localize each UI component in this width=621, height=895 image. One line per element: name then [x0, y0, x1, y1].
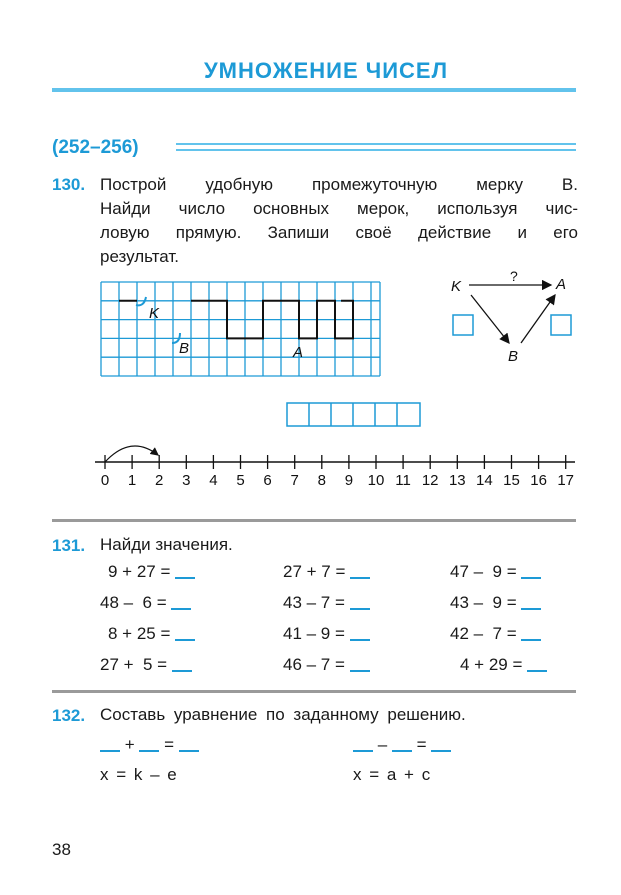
expression [450, 655, 580, 686]
task-130-text [100, 173, 578, 269]
solution-left: x = k – e [100, 765, 177, 784]
expression [450, 593, 580, 624]
page-number: 38 [52, 840, 71, 859]
task-132-number: 132. [52, 706, 86, 725]
answer-blank[interactable] [350, 656, 370, 672]
expression-text: 46 – 7 = [283, 655, 345, 674]
task-131-column-1 [100, 562, 230, 686]
expression-text: 48 – 6 = [100, 593, 167, 612]
task-130-line: Найди число основных мерок, используя чис- [100, 199, 578, 218]
expression-text: 43 – 9 = [450, 593, 517, 612]
expression [283, 624, 413, 655]
number-line-label: 7 [290, 472, 299, 488]
answer-blank[interactable] [171, 594, 191, 610]
grid-label-a: A [293, 344, 304, 361]
separator [52, 690, 576, 693]
number-line-label: 15 [503, 472, 520, 488]
equation-template-left [100, 735, 199, 755]
task-130-line: Построй удобную промежуточную мерку В. [100, 175, 578, 194]
title-underline [52, 88, 576, 92]
measure-triangle-diagram [445, 265, 580, 370]
answer-blank[interactable] [392, 736, 412, 752]
number-line-label: 5 [236, 472, 245, 488]
triangle-label-k: K [451, 278, 462, 295]
answer-blank[interactable] [350, 563, 370, 579]
operator: = [164, 735, 175, 754]
answer-blank[interactable] [172, 656, 192, 672]
number-line-label: 11 [395, 472, 411, 488]
arrow-k-b [471, 295, 509, 343]
answer-box-row[interactable] [286, 402, 422, 428]
arrow-b-a [521, 295, 555, 343]
expression-text: 9 + 27 = [108, 562, 171, 581]
page-title: УМНОЖЕНИЕ ЧИСЕЛ [204, 58, 449, 83]
number-line-label: 17 [557, 472, 575, 488]
number-line-label: 12 [421, 472, 439, 488]
task-131-column-3 [450, 562, 580, 686]
number-line-label: 14 [476, 472, 493, 488]
expression [283, 562, 413, 593]
answer-box-right[interactable] [551, 315, 571, 335]
triangle-label-a: A [556, 276, 567, 293]
expression-text: 41 – 9 = [283, 624, 345, 643]
answer-blank[interactable] [521, 594, 541, 610]
expression [100, 624, 230, 655]
task-130-line: результат. [100, 247, 180, 266]
number-line-label: 13 [448, 472, 466, 488]
expression-text: 4 + 29 = [460, 655, 523, 674]
expression [450, 624, 580, 655]
number-line-label: 16 [530, 472, 547, 488]
answer-blank[interactable] [521, 563, 541, 579]
answer-blank[interactable] [139, 736, 159, 752]
grid-label-k: K [149, 305, 160, 322]
task-130-line: ловую прямую. Запиши своё действие и его [100, 223, 578, 242]
answer-blank[interactable] [175, 563, 195, 579]
expression [100, 655, 230, 686]
task-132-text: Составь уравнение по заданному решению. [100, 705, 466, 724]
task-131-number: 131. [52, 536, 86, 555]
expression-text: 42 – 7 = [450, 624, 517, 643]
solution-right: x = a + c [353, 765, 431, 784]
expression [100, 593, 230, 624]
number-line-label: 0 [100, 472, 110, 488]
expression [283, 593, 413, 624]
operator: + [124, 735, 135, 754]
triangle-question: ? [510, 268, 518, 284]
number-line-label: 2 [155, 472, 164, 488]
expression-text: 47 – 9 = [450, 562, 517, 581]
answer-blank[interactable] [179, 736, 199, 752]
expression-text: 8 + 25 = [108, 624, 171, 643]
answer-blank[interactable] [431, 736, 451, 752]
expression-text: 27 + 5 = [100, 655, 168, 674]
expression [283, 655, 413, 686]
number-line-label: 9 [344, 472, 354, 488]
answer-blank[interactable] [350, 625, 370, 641]
task-130-number: 130. [52, 175, 86, 194]
number-line-label: 3 [182, 472, 191, 488]
expression-text: 43 – 7 = [283, 593, 345, 612]
answer-blank[interactable] [100, 736, 120, 752]
answer-blank[interactable] [521, 625, 541, 641]
section-range: (252–256) [52, 137, 139, 158]
number-line-label: 1 [127, 472, 137, 488]
answer-blank[interactable] [350, 594, 370, 610]
grid-lines [101, 282, 380, 376]
expression [450, 562, 580, 593]
grid-label-b: B [179, 340, 190, 357]
task-131-column-2 [283, 562, 413, 686]
operator: = [416, 735, 427, 754]
range-rule [176, 143, 576, 157]
triangle-label-b: B [508, 348, 519, 365]
number-line-label: 8 [317, 472, 326, 488]
task-131-heading: Найди значения. [100, 535, 233, 554]
answer-blank[interactable] [353, 736, 373, 752]
equation-template-right [353, 735, 451, 755]
number-line-label: 10 [367, 472, 385, 488]
expression-text: 27 + 7 = [283, 562, 346, 581]
measure-grid [100, 281, 382, 377]
answer-box-left[interactable] [453, 315, 473, 335]
number-line [95, 436, 585, 488]
number-line-label: 6 [263, 472, 272, 488]
answer-blank[interactable] [527, 656, 547, 672]
number-line-label: 4 [209, 472, 218, 488]
answer-blank[interactable] [175, 625, 195, 641]
separator [52, 519, 576, 522]
expression [100, 562, 230, 593]
operator: – [377, 735, 388, 754]
